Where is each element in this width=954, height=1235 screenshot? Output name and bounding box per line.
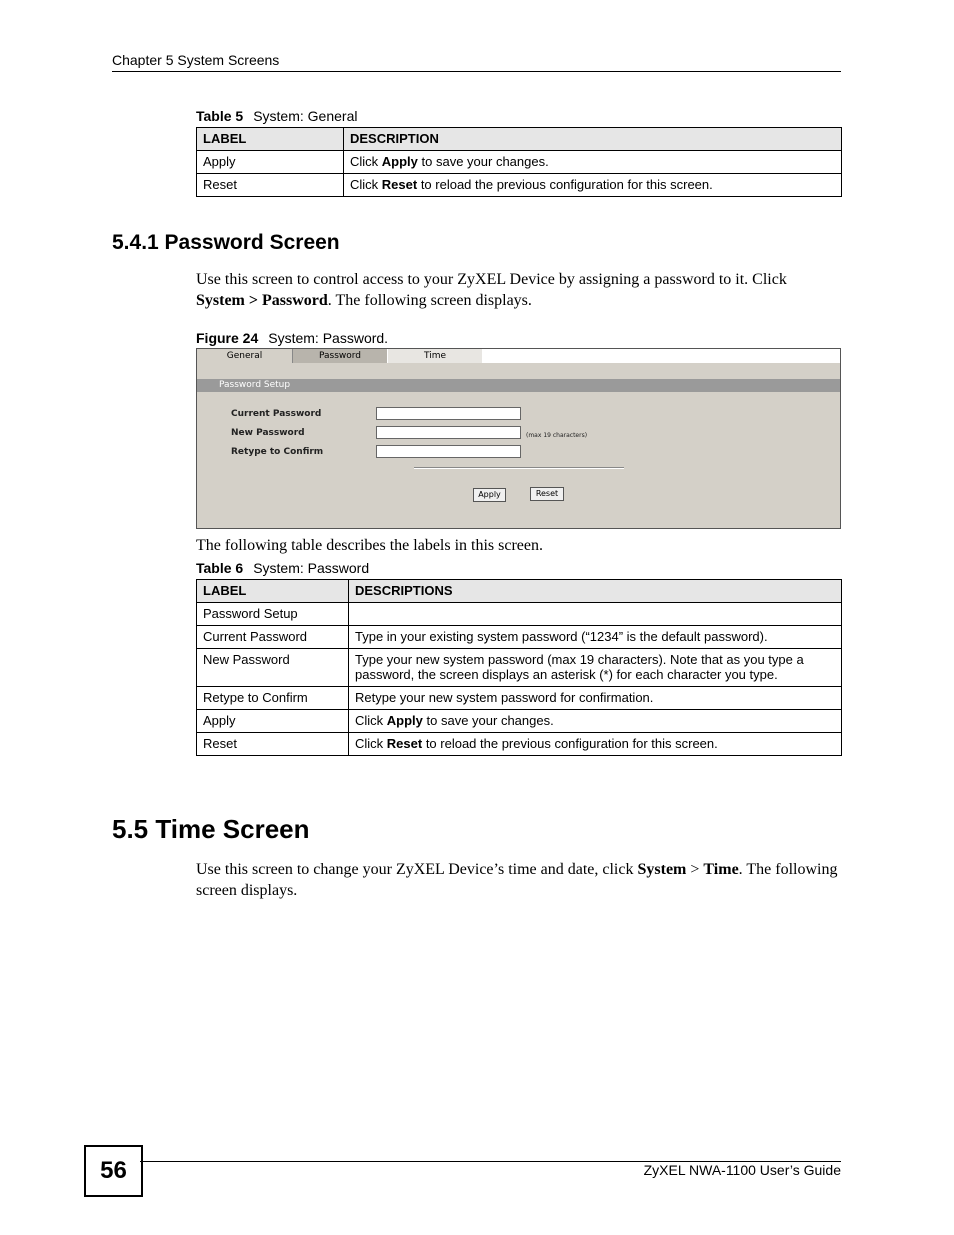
section-541-paragraph [196, 269, 841, 311]
table-cell-description: Type your new system password (max 19 characters). Note that as you type a password, the screen displays an asterisk (*) for each character you type. [349, 649, 842, 687]
desc-text: Click [355, 713, 387, 728]
apply-button[interactable]: Apply [473, 488, 506, 502]
tab-time[interactable]: Time [388, 349, 482, 363]
paragraph-text: Use this screen to change your ZyXEL Device’s time and date, click [196, 861, 638, 878]
retype-password-label: Retype to Confirm [231, 447, 324, 457]
tab-password[interactable]: Password [293, 349, 387, 363]
table-row [197, 710, 842, 733]
paragraph-text: > [686, 861, 704, 878]
paragraph-text: Use this screen to control access to your ZyXEL Device by assigning a password to it. Click [196, 271, 787, 288]
table-cell-description [349, 733, 842, 756]
table5-caption-title: System: General [253, 108, 358, 124]
table-cell-description: Type in your existing system password (“1234” is the default password). [349, 626, 842, 649]
desc-text: Click [355, 736, 387, 751]
figure24-caption [196, 330, 388, 346]
table-header-row [197, 128, 842, 151]
new-password-note: (max 19 characters) [526, 432, 588, 439]
table-header-cell: DESCRIPTION [344, 128, 842, 151]
desc-text: Click [350, 177, 382, 192]
paragraph-text: . The following screen displays. [196, 861, 838, 899]
table6-caption-title: System: Password [253, 560, 370, 576]
desc-text: to save your changes. [422, 713, 554, 728]
figure24-caption-number: Figure 24 [196, 330, 259, 346]
table-row [197, 687, 842, 710]
tab-bar [197, 349, 840, 363]
table-row [197, 626, 842, 649]
section-heading-55: 5.5 Time Screen [112, 814, 310, 844]
retype-password-input[interactable] [376, 445, 521, 458]
current-password-label: Current Password [231, 409, 322, 419]
table-cell-label: Password Setup [197, 603, 349, 626]
table-cell-label: New Password [197, 649, 349, 687]
paragraph-bold: Time [703, 861, 739, 878]
tab-general[interactable]: General [197, 349, 293, 363]
reset-button[interactable]: Reset [530, 487, 564, 501]
table-header-cell: LABEL [197, 128, 344, 151]
table-row [197, 174, 842, 197]
desc-bold: Reset [381, 177, 418, 192]
table-cell-label: Apply [197, 710, 349, 733]
table-row [197, 649, 842, 687]
password-setup-band [197, 379, 840, 392]
desc-text: Click [350, 154, 382, 169]
desc-bold: Apply [381, 154, 418, 169]
table-cell-label: Reset [197, 174, 344, 197]
desc-bold: Reset [386, 736, 423, 751]
figure24-caption-title: System: Password. [268, 330, 389, 346]
new-password-label: New Password [231, 428, 305, 438]
table-header-cell: LABEL [197, 580, 349, 603]
paragraph-bold: System > Password [196, 292, 328, 309]
guide-title: ZyXEL NWA-1100 User’s Guide [643, 1162, 841, 1178]
desc-text: to reload the previous configuration for this screen. [417, 177, 713, 192]
table-cell-description [344, 151, 842, 174]
table-cell-description [344, 174, 842, 197]
table-header-cell: DESCRIPTIONS [349, 580, 842, 603]
table-row [197, 603, 842, 626]
table5-caption-number: Table 5 [196, 108, 244, 124]
table-cell-description: Retype your new system password for confirmation. [349, 687, 842, 710]
new-password-input[interactable] [376, 426, 521, 439]
table5 [196, 127, 842, 197]
section-55-paragraph [196, 859, 841, 901]
table5-caption [196, 108, 357, 124]
table6-caption [196, 560, 369, 576]
table6-caption-number: Table 6 [196, 560, 244, 576]
desc-text: to reload the previous configuration for this screen. [422, 736, 718, 751]
running-header: Chapter 5 System Screens [112, 52, 280, 68]
page-number: 56 [84, 1145, 143, 1197]
paragraph-text: . The following screen displays. [327, 292, 532, 309]
table-cell-description [349, 603, 842, 626]
table-cell-label: Retype to Confirm [197, 687, 349, 710]
table-row [197, 733, 842, 756]
paragraph-bold: System [637, 861, 687, 878]
section-heading-541: 5.4.1 Password Screen [112, 231, 340, 254]
table-cell-label: Apply [197, 151, 344, 174]
table6-intro: The following table describes the labels in this screen. [196, 537, 544, 554]
table6 [196, 579, 842, 756]
form-separator [414, 467, 624, 469]
desc-text: to save your changes. [417, 154, 549, 169]
desc-bold: Apply [386, 713, 423, 728]
table-cell-description [349, 710, 842, 733]
header-rule [112, 71, 841, 72]
current-password-input[interactable] [376, 407, 521, 420]
password-setup-title: Password Setup [219, 380, 291, 390]
table-header-row [197, 580, 842, 603]
password-screen-figure [196, 348, 841, 529]
table-cell-label: Reset [197, 733, 349, 756]
table-row [197, 151, 842, 174]
table-cell-label: Current Password [197, 626, 349, 649]
